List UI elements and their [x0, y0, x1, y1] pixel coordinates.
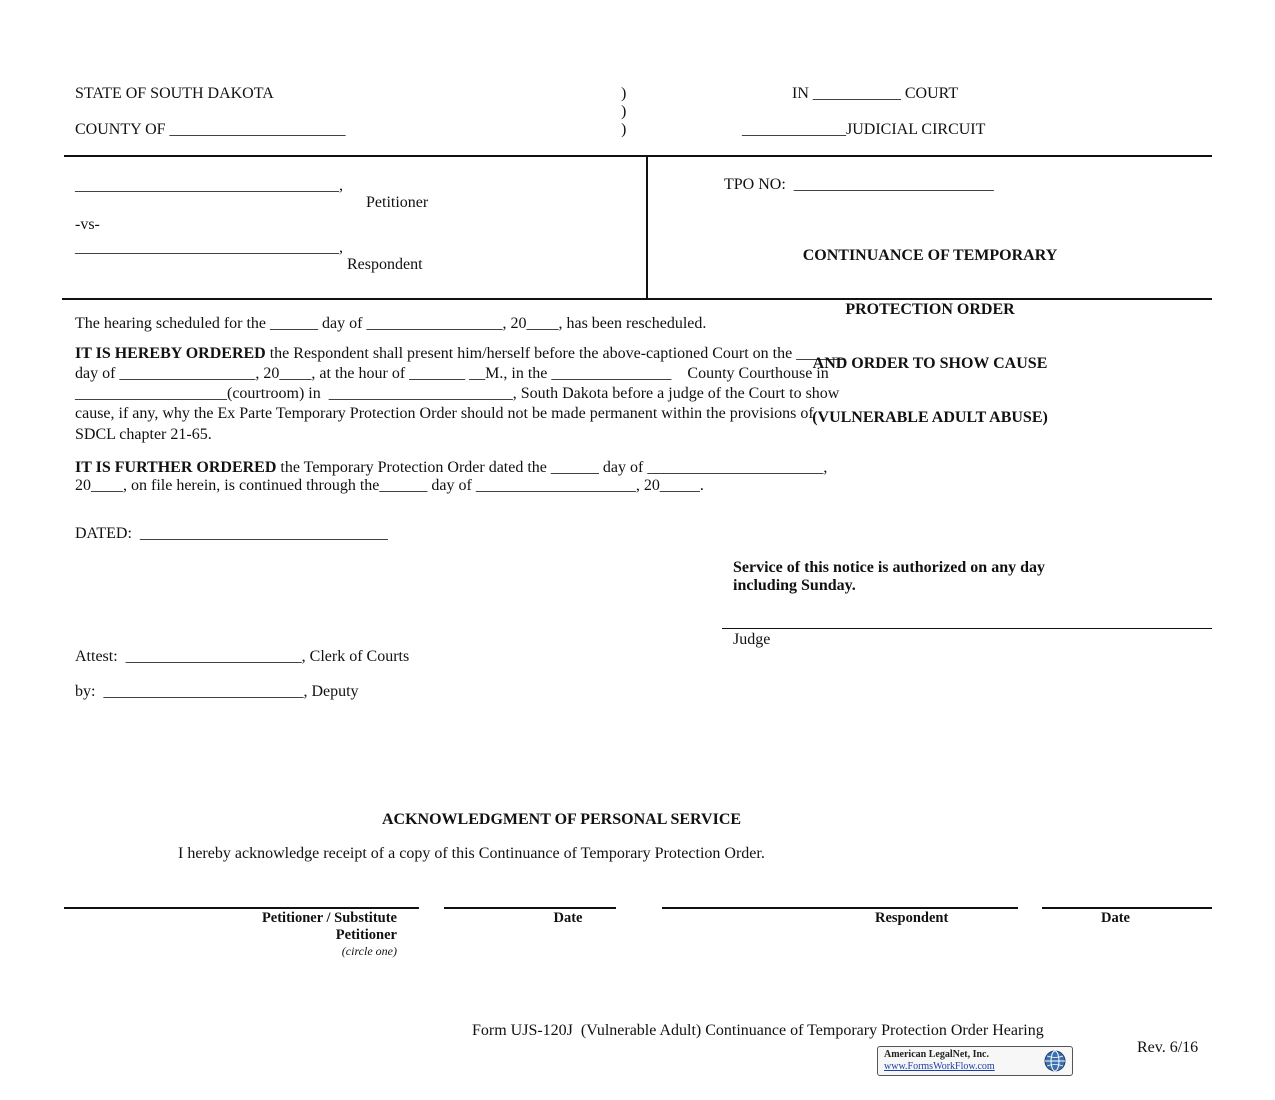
respondent-blank: _________________________________,: [75, 239, 343, 256]
tpo-number-field: TPO NO: _________________________: [724, 176, 994, 193]
further-heading: IT IS FURTHER ORDERED: [75, 459, 277, 476]
judge-label: Judge: [733, 631, 771, 648]
title-line: PROTECTION ORDER: [845, 301, 1015, 318]
ordered-heading: IT IS HEREBY ORDERED: [75, 345, 266, 362]
hearing-paragraph: The hearing scheduled for the ______ day of _________________, 20____, has been rescheduled.: [75, 315, 707, 332]
further-paragraph-line: 20____, on file herein, is continued through the______ day of ____________________, 20_____.: [75, 477, 704, 494]
ordered-paragraph-line: day of _________________, 20____, at the hour of _______ __M., in the _______________ County Courthouse in: [75, 365, 829, 382]
petitioner-signature-label: Petitioner / Substitute: [261, 910, 397, 926]
title-line: CONTINUANCE OF TEMPORARY: [802, 247, 1058, 264]
state-label: STATE OF SOUTH DAKOTA: [75, 85, 274, 102]
logo-website-link[interactable]: www.FormsWorkFlow.com: [884, 1061, 995, 1072]
document-title: [648, 211, 1212, 463]
globe-icon: [1042, 1049, 1068, 1073]
petitioner-signature-line: [64, 907, 419, 909]
title-line: AND ORDER TO SHOW CAUSE: [812, 355, 1048, 372]
further-text: the Temporary Protection Order dated the ______ day of ______________________,: [276, 459, 828, 476]
ordered-paragraph-line: ___________________(courtroom) in _______________________, South Dakota before a judge of the Court to show: [75, 385, 840, 402]
respondent-label: Respondent: [347, 256, 423, 273]
revision-date: Rev. 6/16: [1137, 1039, 1199, 1056]
dated-field: DATED: _______________________________: [75, 525, 388, 542]
petitioner-date-line: [444, 907, 616, 909]
logo-company-name: American LegalNet, Inc.: [884, 1049, 989, 1060]
service-notice: including Sunday.: [733, 577, 856, 594]
county-field: COUNTY OF ______________________: [75, 121, 346, 138]
further-paragraph-line: [75, 460, 827, 476]
versus-label: -vs-: [75, 216, 100, 233]
title-line: (VULNERABLE ADULT ABUSE): [812, 409, 1048, 426]
caption-paren: ): [621, 85, 627, 102]
respondent-signature-label: Respondent: [875, 910, 949, 926]
court-field: IN ___________ COURT: [792, 85, 959, 102]
respondent-date-line: [1042, 907, 1212, 909]
petitioner-signature-label: Petitioner: [335, 927, 397, 943]
acknowledgment-text: I hereby acknowledge receipt of a copy of this Continuance of Temporary Protection Order.: [178, 845, 765, 862]
service-notice: Service of this notice is authorized on any day: [733, 559, 1045, 576]
deputy-field: by: _________________________, Deputy: [75, 683, 359, 700]
judicial-circuit-field: _____________JUDICIAL CIRCUIT: [742, 121, 986, 138]
petitioner-blank: _________________________________,: [75, 177, 343, 194]
respondent-signature-line: [662, 907, 1018, 909]
judge-signature-line: [722, 628, 1212, 629]
caption-paren: ): [621, 121, 627, 138]
petitioner-label: Petitioner: [366, 194, 429, 211]
ordered-paragraph-line: [75, 346, 844, 362]
respondent-date-label: Date: [1101, 910, 1130, 926]
acknowledgment-heading: ACKNOWLEDGMENT OF PERSONAL SERVICE: [382, 811, 742, 828]
form-number: Form UJS-120J (Vulnerable Adult) Continuance of Temporary Protection Order Hearing: [472, 1022, 1044, 1039]
ordered-text: the Respondent shall present him/herself before the above-captioned Court on the ______: [265, 345, 845, 362]
circle-one-note: (circle one): [341, 944, 397, 958]
caption-paren: ): [621, 103, 627, 120]
ordered-paragraph-line: SDCL chapter 21-65.: [75, 426, 212, 443]
caption-top-rule: [64, 155, 1212, 157]
petitioner-date-label: Date: [553, 910, 583, 926]
ordered-paragraph-line: cause, if any, why the Ex Parte Temporary Protection Order should not be made permanent within the provisions of: [75, 405, 814, 422]
attest-field: Attest: ______________________, Clerk of Courts: [75, 648, 410, 665]
american-legalnet-logo[interactable]: [877, 1046, 1073, 1076]
